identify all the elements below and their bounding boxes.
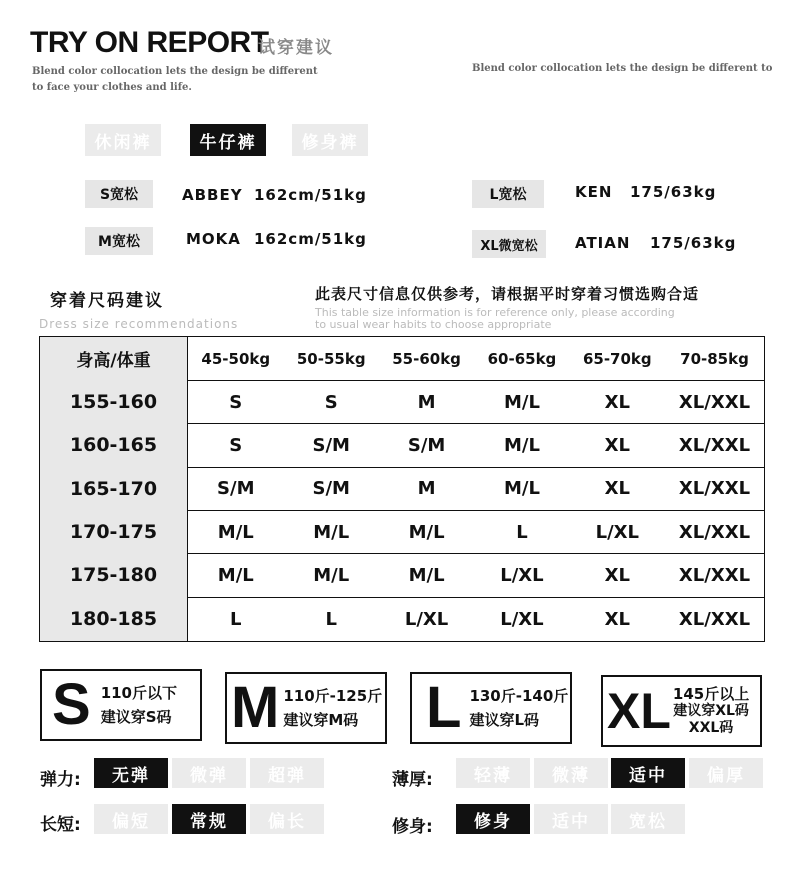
page-title: TRY ON REPORT: [30, 26, 269, 59]
length-label: 长短:: [40, 815, 81, 835]
model-stats: 162cm/51kg: [254, 230, 367, 248]
table-row: [40, 381, 765, 424]
table-row: [40, 554, 765, 597]
size-cell: S/M: [379, 424, 474, 467]
size-cell: M/L: [474, 424, 569, 467]
thickness-option-thick[interactable]: 偏厚: [689, 758, 763, 788]
weight-header: 70-85kg: [665, 337, 765, 381]
weight-guide-l: [410, 672, 572, 744]
size-cell: XL/XXL: [665, 554, 765, 597]
model-stats: 175/63kg: [630, 183, 717, 201]
height-cell: 155-160: [40, 381, 188, 424]
size-cell: L/XL: [474, 554, 569, 597]
size-cell: L/XL: [500, 608, 544, 630]
model-name: ABBEY: [182, 186, 243, 204]
size-letter: L: [426, 675, 462, 740]
thickness-option-thin[interactable]: 微薄: [534, 758, 608, 788]
size-cell: S/M: [188, 467, 284, 510]
thickness-option-medium[interactable]: 适中: [611, 758, 685, 788]
elasticity-option-slight[interactable]: 微弹: [172, 758, 246, 788]
size-cell: M/L: [188, 510, 284, 553]
weight-header: 60-65kg: [474, 337, 569, 381]
thickness-option-light[interactable]: 轻薄: [456, 758, 530, 788]
tab-casual-pants[interactable]: 休闲裤: [85, 124, 161, 156]
size-cell: L/XL: [404, 608, 449, 630]
weight-guide-s: [40, 669, 202, 741]
tab-slim-pants[interactable]: 修身裤: [292, 124, 368, 156]
size-note-cn: 此表尺寸信息仅供参考，请根据平时穿着习惯选购合适: [315, 285, 700, 303]
model-stats: 162cm/51kg: [254, 186, 367, 204]
fit-label: 修身:: [392, 817, 433, 837]
model-size-label: S宽松: [85, 180, 153, 208]
table-row: [40, 424, 765, 467]
fit-option-loose[interactable]: 宽松: [611, 804, 685, 834]
size-cell: M/L: [474, 381, 569, 424]
elasticity-label: 弹力:: [40, 770, 81, 790]
table-row: [40, 597, 765, 641]
size-cell: XL: [570, 381, 665, 424]
thickness-label: 薄厚:: [392, 770, 433, 790]
model-name: MOKA: [186, 230, 241, 248]
model-size-label: L宽松: [472, 180, 544, 208]
size-cell: M/L: [188, 554, 284, 597]
size-cell: XL: [570, 554, 665, 597]
size-cell: S: [188, 381, 284, 424]
size-cell: M/L: [379, 554, 474, 597]
weight-range: 110斤-125斤: [283, 687, 383, 705]
table-row: [40, 510, 765, 553]
model-name: KEN: [575, 183, 613, 201]
size-cell: M: [379, 381, 474, 424]
size-cell: XL/XXL: [665, 510, 765, 553]
size-section-title: 穿着尺码建议: [50, 291, 164, 311]
size-suggestion-alt: XXL码: [688, 719, 734, 736]
weight-guide-m: [225, 672, 387, 744]
weight-header: 45-50kg: [188, 337, 284, 381]
elasticity-option-super[interactable]: 超弹: [250, 758, 324, 788]
model-name: ATIAN: [575, 234, 631, 252]
size-table: [39, 336, 765, 642]
weight-range: 110斤以下: [100, 684, 177, 702]
size-suggestion: 建议穿S码: [100, 708, 172, 726]
tagline-right: Blend color collocation lets the design be different to: [472, 63, 773, 74]
height-cell: 180-185: [40, 597, 188, 641]
weight-header: 55-60kg: [379, 337, 474, 381]
size-cell: L: [325, 608, 337, 630]
height-cell: 170-175: [40, 510, 188, 553]
weight-header: 65-70kg: [570, 337, 665, 381]
weight-range: 145斤以上: [672, 684, 750, 703]
tagline-left: Blend color collocation lets the design be different to face your clothes and life.: [32, 66, 318, 93]
size-section-subtitle: Dress size recommendations: [39, 317, 239, 331]
size-cell: M: [379, 467, 474, 510]
tab-jeans[interactable]: 牛仔裤: [190, 124, 266, 156]
elasticity-option-none[interactable]: 无弹: [94, 758, 168, 788]
model-size-label: M宽松: [85, 227, 153, 255]
size-note-en-2: to usual wear habits to choose appropriate: [315, 318, 552, 331]
size-note-en-1: This table size information is for reference only, please according: [315, 306, 675, 319]
size-cell: M/L: [284, 554, 379, 597]
length-option-long[interactable]: 偏长: [250, 804, 324, 834]
size-cell: L/XL: [570, 510, 665, 553]
size-cell: L: [230, 608, 242, 630]
size-cell: XL/XXL: [678, 608, 751, 630]
size-cell: XL: [570, 467, 665, 510]
weight-header: 50-55kg: [284, 337, 379, 381]
page-title-cn: 试穿建议: [258, 38, 334, 58]
length-option-regular[interactable]: 常规: [172, 804, 246, 834]
size-suggestion: 建议穿L码: [469, 711, 539, 729]
size-letter: M: [231, 675, 280, 740]
size-cell: S/M: [284, 424, 379, 467]
size-cell: XL/XXL: [665, 467, 765, 510]
height-cell: 160-165: [40, 424, 188, 467]
size-cell: S/M: [284, 467, 379, 510]
weight-guide-xl: [601, 675, 762, 747]
size-suggestion: 建议穿M码: [283, 711, 359, 729]
table-corner: 身高/体重: [40, 337, 188, 381]
weight-range: 130斤-140斤: [469, 687, 569, 705]
height-cell: 175-180: [40, 554, 188, 597]
fit-option-slim[interactable]: 修身: [456, 804, 530, 834]
table-header-row: [40, 337, 765, 381]
table-row: [40, 467, 765, 510]
model-stats: 175/63kg: [650, 234, 737, 252]
size-cell: M/L: [284, 510, 379, 553]
size-letter: XL: [607, 683, 671, 739]
size-cell: S: [188, 424, 284, 467]
fit-option-medium[interactable]: 适中: [534, 804, 608, 834]
size-cell: L: [474, 510, 569, 553]
model-size-label: XL微宽松: [472, 230, 546, 258]
height-cell: 165-170: [40, 467, 188, 510]
size-suggestion: 建议穿XL码: [673, 702, 749, 719]
size-letter: S: [52, 672, 91, 737]
size-cell: M/L: [474, 467, 569, 510]
size-cell: S: [284, 381, 379, 424]
length-option-short[interactable]: 偏短: [94, 804, 168, 834]
size-cell: XL: [570, 424, 665, 467]
size-cell: M/L: [379, 510, 474, 553]
size-cell: XL: [604, 608, 630, 630]
size-cell: XL/XXL: [665, 381, 765, 424]
size-cell: XL/XXL: [665, 424, 765, 467]
